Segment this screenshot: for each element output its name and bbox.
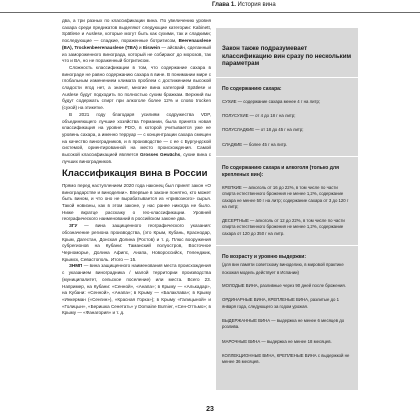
aging-item-text: — выдержка не менее 18 месяцев. <box>260 338 332 344</box>
fortified-item-text: — алкоголь от 12 до 22%, в том числе по части спирта естественного брожения не менее 1,2%, содержание сахара от 120 до 350 г на литр. <box>222 218 345 236</box>
fortified-item <box>222 185 352 210</box>
chapter-title: История вина <box>235 2 276 8</box>
aging-item <box>222 339 352 345</box>
aging-item-name: ВЫДЕРЖАННЫЕ ВИНА <box>222 317 271 323</box>
aging-item-text: — выдержка не менее 6 месяцев до розлива. <box>222 317 345 330</box>
term-znmp: ЗНМП <box>69 263 83 269</box>
paragraph-1-conj: и <box>137 44 143 50</box>
sugar-item-name: ПОЛУСЛАДКИЕ <box>222 127 255 133</box>
aging-item-name: КОЛЛЕКЦИОННЫЕ ВИНА, КРЕПЛЕНЫЕ ВИНА <box>222 352 317 358</box>
paragraph-3-end: , сухие вина с лучших виноградников. <box>62 152 211 164</box>
chapter-heading <box>212 2 276 8</box>
sugar-item <box>222 99 352 105</box>
chapter-label: Глава 1. <box>212 2 236 8</box>
fortified-item-name: КРЕПКИЕ <box>222 184 242 190</box>
panel-section-aging-title: По возрасту и уровню выдержки: <box>222 254 306 261</box>
paragraph-4: Прямо перед наступлением 2020 года наконец был принят закон «О виноградарстве и виноделии». Впервые в законе понятно, кто может быть вином, и что оно не вырабатывается из «привозного» сырья. Такой новизны, как в этом законе, у нас ранее никогда не было. Ниже вкратце расскажу о гео-классификации. Уровней географического наименований в российском законе два. <box>62 182 211 222</box>
sugar-item-text: — более 45 г на литр. <box>242 141 288 147</box>
sugar-item-text: — содержание сахара менее 4 г на литр; <box>236 98 321 104</box>
sugar-item-name: СУХИЕ <box>222 98 237 104</box>
sugar-item <box>222 142 352 148</box>
fortified-item-name: ДЕСЕРТНЫЕ <box>222 218 249 224</box>
paragraph-6-text: — вина защищенного наименования места происхождения с указанием виноградника / малой территории производства (муниципалитет, сельское поселение) или места. Всего 23. Например, на Кубани: «Сенной», «Анапа»; в Крыму — «Алькадар», на Кубани: «Сенной», «Анапа»; в Крыму — «Балаклава»; в Крыму «Инкерман («Сенгин»), «Красная Горка»); в Крыму «Галицыной» и «Голицын», «Беришка Сенетать» у Domaine Burnier, «Сен-Оттьмо»; в Крыму — «Фанагория» и т. д. <box>62 263 211 316</box>
aging-item <box>222 353 352 366</box>
term-eiswein: Eiswein <box>142 44 161 50</box>
aging-item-text: , разлитые до 1 января года, следующего за годом урожая. <box>222 297 340 309</box>
panel-section-sugar: По содержанию сахара: <box>222 85 282 92</box>
aging-item-text: , разливные через 90 дней после брожения. <box>257 283 346 289</box>
sugar-item-name: СЛАДКИЕ <box>222 141 243 147</box>
paragraph-6 <box>62 263 211 317</box>
fortified-item <box>222 218 352 237</box>
panel-divider <box>216 245 358 246</box>
term-grosses-gewachs: Grosses Gewächs <box>139 152 181 158</box>
paragraph-1-text: два, а три разных по классификации вина. По увеличению уровня сахара среди предикатов выделяют следующие категории: Kabinett, Spätlese и Auslese, которые могут быть как сухими, так и сладкими; последующие — сладкие, пораженные ботритисом, <box>62 18 211 44</box>
panel-section-fortified: По содержанию сахара и алкоголя (только для крепленых вин): <box>222 164 340 178</box>
sugar-item-text: — от 18 до 45 г на литр; <box>254 127 304 133</box>
fortified-item-text: — алкоголь от 16 до 22%, в том числе по части спирта естественного брожения не менее 1,2%, содержание сахара не менее 50 г на литр; содержание сахара от 3 до 120 г на литр; <box>222 184 349 209</box>
panel-section-aging <box>222 254 352 277</box>
sugar-item-text: — от 4 до 18 г на литр; <box>248 113 296 119</box>
paragraph-3-text: В 2021 году благодаря усилиям содружества VDP, объединяющего лучшие хозяйства Германии, была принята новая классификация на уровне PDO, в которой учитывается уже не уровень сахара, а именно терруар — с концентрации сахара смещен на качество виноградников, и в производстве — с ее с Бургундской системой, ориентированной на место происхождения. Самой высокой классификацией является <box>62 111 211 158</box>
aging-item <box>222 283 352 289</box>
panel-title: Закон также подразумевает классификацию вин сразу по нескольким параметрам <box>222 45 352 68</box>
term-ba-tba: Beerenauslese (BA), Trockenbeerenauslese (TBA) <box>62 38 211 50</box>
section-heading-russia: Классификация вина в России <box>62 168 208 180</box>
sidebar-panel <box>216 28 358 390</box>
aging-item-name: МАРОЧНЫЕ ВИНА <box>222 338 261 344</box>
paragraph-1 <box>62 18 211 65</box>
aging-item <box>222 318 352 331</box>
aging-item-name: ОРДИНАРНЫЕ ВИНА, КРЕПЛЕНЫЕ ВИНА <box>222 297 308 303</box>
paragraph-2: Сложность классификации в том, что содержание сахара в винограде не равно содержанию сахара в вине. В понимании мире с глобальным изменением климата проблем с достижением высокой сладости ягод нет, а значит, многие вина категорий Spätlese и Auslese будут подходить по полностью сухим бражкам. Верхний вы будут содержать спирт при алкоголе более 12% и слово trocken (сухой) на этикетке. <box>62 64 211 111</box>
sugar-item-name: ПОЛУСУХИЕ <box>222 113 249 119</box>
left-text-column <box>62 18 211 317</box>
running-header <box>0 0 420 14</box>
aging-item-name: МОЛОДЫЕ ВИНА <box>222 283 258 289</box>
header-rule <box>0 12 420 13</box>
paragraph-5 <box>62 223 211 263</box>
page-number: 23 <box>206 406 214 413</box>
paragraph-3 <box>62 112 211 166</box>
aging-item-text: с выдержкой не менее 36 месяцев. <box>222 352 350 365</box>
paragraph-5-text: — вина защищенного географического указания: обозначение региона производства, (это Крым, Кубань, Краснодар, Крым, Дагестан, Донская Долина (Ростов) и т. д. Плюс вооружения субрегионов на Кубани: Таманский полуостров, Восточное Черноморье, Долина Афипс, Анапа, Новороссийск, Геленджик, Крымск, Севастополь. Итого — 15. <box>62 223 211 262</box>
panel-divider <box>216 156 358 157</box>
panel-divider <box>216 77 358 78</box>
term-zgu: ЗГУ <box>69 223 78 229</box>
paragraph-1-end: — айсвайн, сделанный из замороженного винограда, который не собирают до морозов, так что и BA, но не пораженный ботритисом. <box>62 44 211 64</box>
sidebar-panel-content <box>222 32 352 373</box>
sugar-item <box>222 127 352 133</box>
aging-item <box>222 297 352 310</box>
panel-section-aging-note: (для вин памяти советскому виноделию, в мировой практике похожая модель действует в Испании) <box>222 262 344 276</box>
sugar-item <box>222 113 352 119</box>
